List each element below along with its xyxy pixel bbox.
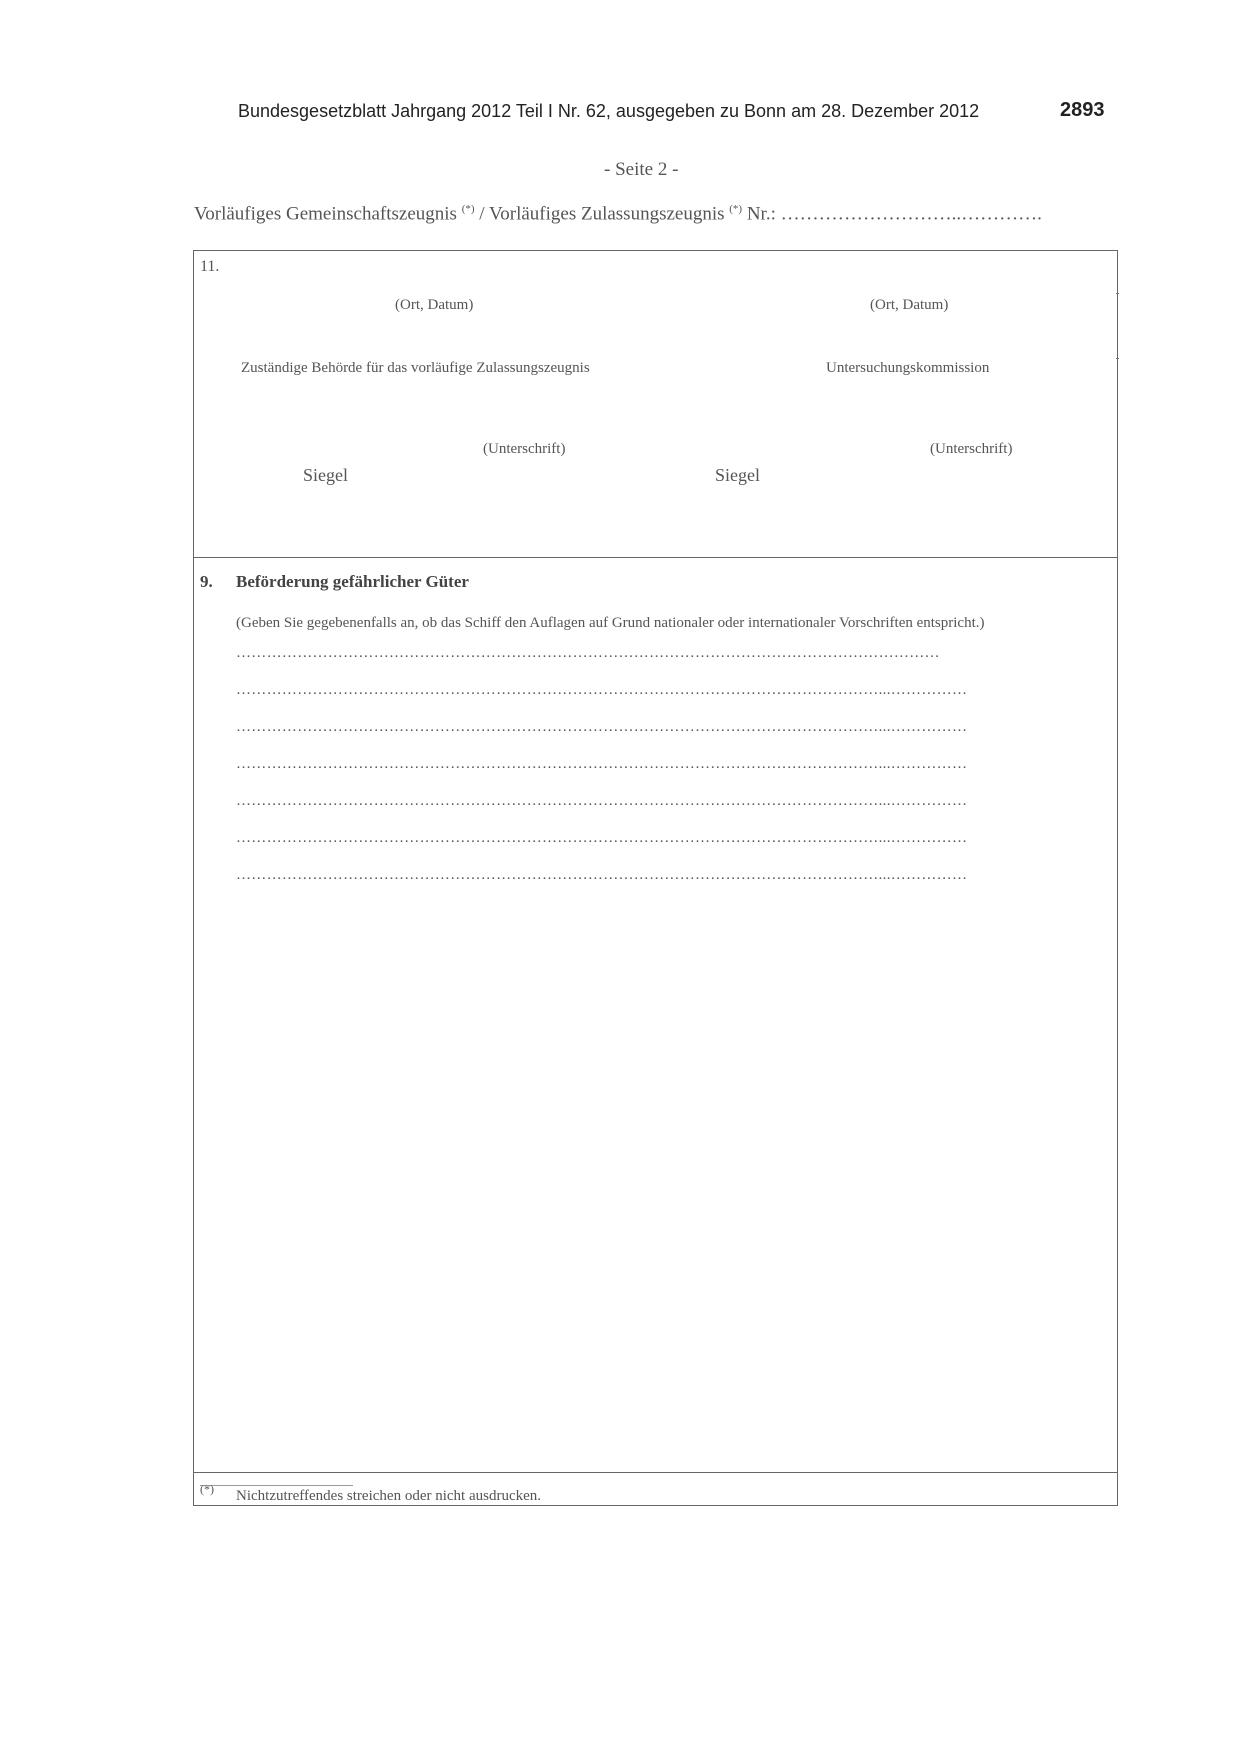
certificate-title-line [194, 203, 1042, 225]
edge-tick [1116, 293, 1119, 294]
signature-left-label: (Unterschrift) [483, 441, 566, 457]
title-part-2: / Vorläufiges Zulassungszeugnis [474, 203, 730, 225]
footnote-rule [200, 1485, 353, 1486]
footnote-marker: (*) [200, 1482, 214, 1496]
footnote-text: Nichtzutreffendes streichen oder nicht ausdrucken. [236, 1488, 542, 1504]
section-9-instruction: (Geben Sie gegebenenfalls an, ob das Schiff den Auflagen auf Grund nationaler oder internationaler Vorschriften entspricht.) [236, 615, 985, 631]
running-header: Bundesgesetzblatt Jahrgang 2012 Teil I Nr. 62, ausgegeben zu Bonn am 28. Dezember 2012 [238, 101, 980, 121]
dotted-fill-line: ………………………………………………………………………………………………………………...…………… [236, 682, 968, 698]
title-footnote-marker-1: (*) [461, 203, 475, 215]
title-number-field: Nr.: ………………………..…………. [742, 203, 1042, 225]
dotted-fill-line: ………………………………………………………………………………………………………………...…………… [236, 719, 968, 735]
section-divider-2 [193, 1472, 1118, 1473]
section-9-number: 9. [200, 572, 213, 591]
dotted-fill-line: ………………………………………………………………………………………………………………………… [236, 645, 940, 661]
authority-right-label: Untersuchungskommission [826, 360, 990, 376]
signature-right-label: (Unterschrift) [930, 441, 1013, 457]
title-part-1: Vorläufiges Gemeinschaftszeugnis [194, 203, 462, 225]
dotted-fill-line: ………………………………………………………………………………………………………………...…………… [236, 756, 968, 772]
place-date-right-label: (Ort, Datum) [870, 297, 949, 313]
authority-left-label: Zuständige Behörde für das vorläufige Zulassungszeugnis [241, 360, 590, 376]
dotted-fill-line: ………………………………………………………………………………………………………………...…………… [236, 867, 968, 883]
page-label: - Seite 2 - [604, 159, 679, 180]
dotted-fill-line: ………………………………………………………………………………………………………………...…………… [236, 793, 968, 809]
edge-tick [1116, 358, 1119, 359]
section-9-heading: Beförderung gefährlicher Güter [236, 572, 469, 591]
seal-right-label: Siegel [715, 465, 760, 485]
dotted-fill-line: ………………………………………………………………………………………………………………...…………… [236, 830, 968, 846]
title-footnote-marker-2: (*) [729, 203, 743, 215]
section-11-number: 11. [200, 258, 220, 275]
section-divider-1 [193, 557, 1118, 558]
seal-left-label: Siegel [303, 465, 348, 485]
place-date-left-label: (Ort, Datum) [395, 297, 474, 313]
page-number: 2893 [1060, 99, 1105, 121]
